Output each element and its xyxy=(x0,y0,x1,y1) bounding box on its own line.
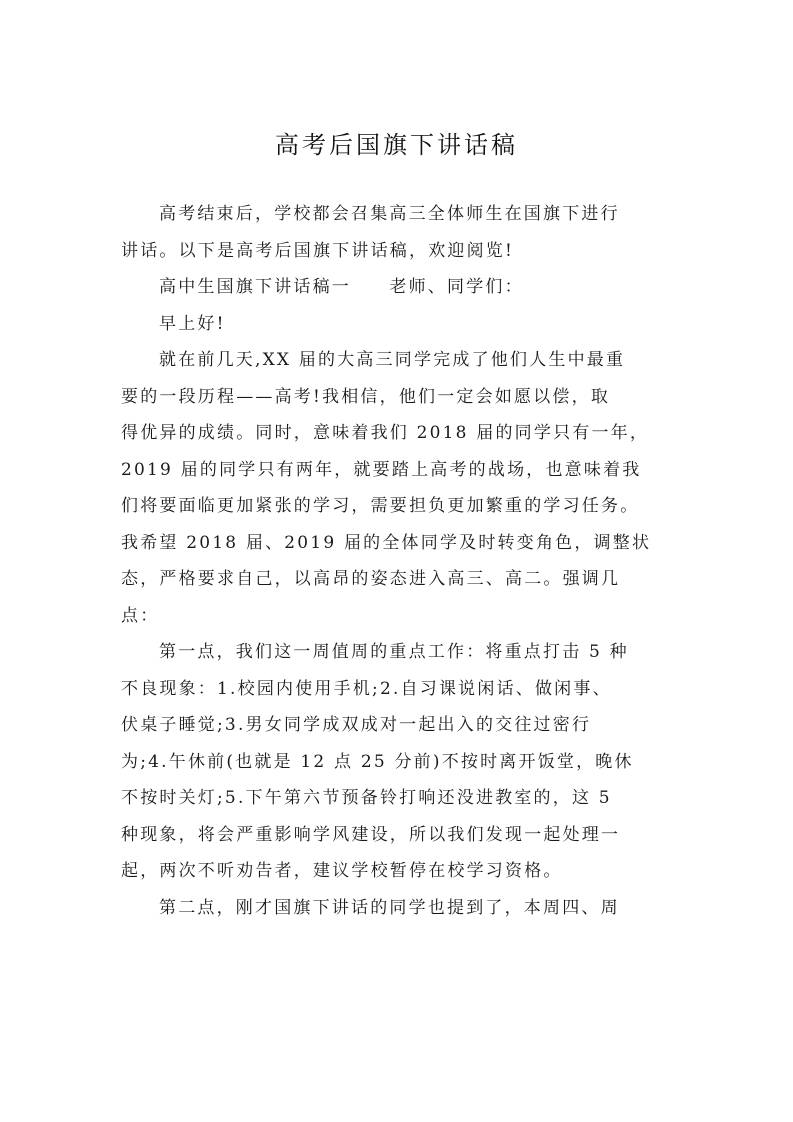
paragraph-line: 不按时关灯;5.下午第六节预备铃打响还没进教室的，这 5 xyxy=(121,788,612,808)
paragraph-line: 第二点，刚才国旗下讲话的同学也提到了，本周四、周 xyxy=(159,897,620,918)
paragraph-line: 要的一段历程——高考!我相信，他们一定会如愿以偿，取 xyxy=(121,386,611,407)
paragraph-line: 起，两次不听劝告者，建议学校暂停在校学习资格。 xyxy=(121,861,563,881)
paragraph-line: 不良现象：1.校园内使用手机;2.自习课说闲话、做闲事、 xyxy=(121,678,612,699)
paragraph-line: 2019 届的同学只有两年，就要踏上高考的战场，也意味着我 xyxy=(121,459,642,480)
paragraph-line: 点： xyxy=(121,605,160,626)
paragraph-line: 得优异的成绩。同时，意味着我们 2018 届的同学只有一年， xyxy=(121,423,650,443)
paragraph-line: 就在前几天,XX 届的大高三同学完成了他们人生中最重 xyxy=(159,350,626,370)
paragraph-line: 高考结束后，学校都会召集高三全体师生在国旗下进行 xyxy=(159,204,620,224)
paragraph-line: 我希望 2018 届、2019 届的全体同学及时转变角色，调整状 xyxy=(121,532,652,553)
paragraph-line: 伏桌子睡觉;3.男女同学成双成对一起出入的交往过密行 xyxy=(121,715,592,735)
paragraph-line: 早上好! xyxy=(159,313,226,334)
document-title: 高考后国旗下讲话稿 xyxy=(275,131,518,159)
paragraph-line: 态，严格要求自己，以高昂的姿态进入高三、高二。强调几 xyxy=(121,569,621,589)
paragraph-line: 讲话。以下是高考后国旗下讲话稿，欢迎阅览! xyxy=(121,240,515,261)
paragraph-line: 第一点，我们这一周值周的重点工作：将重点打击 5 种 xyxy=(159,642,629,662)
paragraph-line: 为;4.午休前(也就是 12 点 25 分前)不按时离开饭堂，晚休 xyxy=(121,751,634,772)
paragraph-line: 种现象，将会严重影响学风建设，所以我们发现一起处理一 xyxy=(121,824,621,845)
paragraph-line: 高中生国旗下讲话稿一 老师、同学们： xyxy=(159,277,524,297)
paragraph-line: 们将要面临更加紧张的学习，需要担负更加繁重的学习任务。 xyxy=(121,496,640,516)
document-body xyxy=(121,196,677,926)
